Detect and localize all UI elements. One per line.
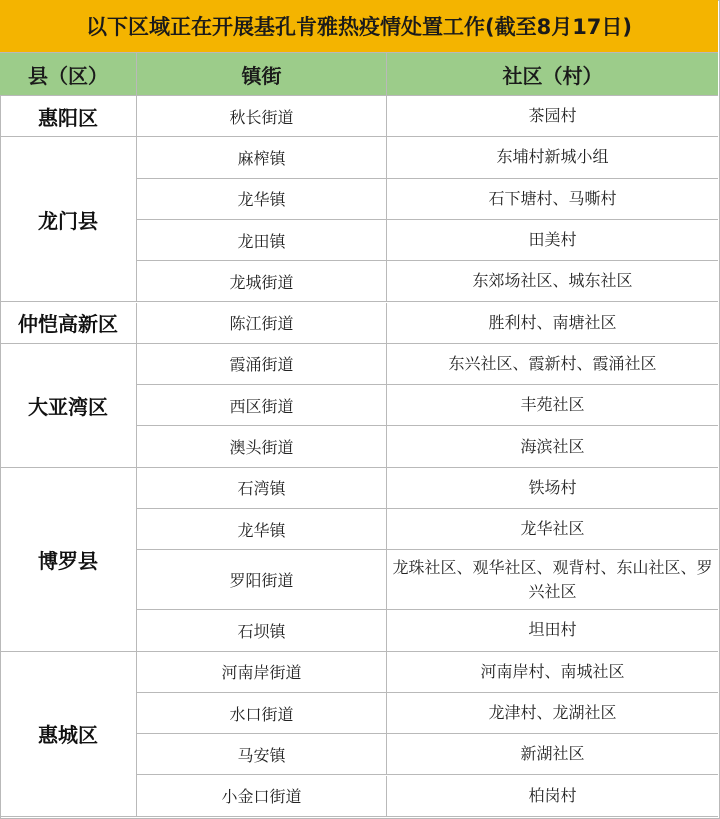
community-cell: 海滨社区 [520, 436, 585, 456]
community-cell: 田美村 [528, 230, 577, 250]
town-cell: 秋长街道 [137, 96, 387, 136]
table-row [137, 693, 718, 734]
table-row [137, 303, 718, 344]
community-cell: 龙津村、龙湖社区 [488, 703, 617, 723]
community-cell: 胜利村、南塘社区 [488, 312, 617, 332]
community-cell: 东兴社区、霞新村、霞涌社区 [448, 353, 657, 373]
table-row [137, 261, 718, 302]
town-cell: 龙城街道 [137, 261, 387, 301]
town-cell: 麻榨镇 [137, 137, 387, 177]
town-cell: 石坝镇 [137, 610, 387, 650]
table-row [137, 179, 718, 220]
town-cell: 河南岸街道 [137, 652, 387, 692]
table-row [137, 426, 718, 467]
county-cell: 惠阳区 [0, 96, 137, 137]
town-cell: 罗阳街道 [137, 550, 387, 609]
county-cell: 大亚湾区 [0, 344, 137, 468]
table-title: 以下区域正在开展基孔肯雅热疫情处置工作(截至8月17日) [0, 0, 718, 53]
header-town: 镇街 [137, 53, 387, 96]
community-cell: 龙珠社区、观华社区、观背村、东山社区、罗兴社区 [392, 557, 713, 601]
table-row [137, 96, 718, 137]
community-cell: 茶园村 [528, 106, 577, 126]
table-row [137, 509, 718, 550]
community-cell: 坦田村 [528, 620, 577, 640]
table-row [137, 652, 718, 693]
header-county: 县（区） [0, 53, 137, 96]
table-row [137, 344, 718, 385]
table-row [137, 137, 718, 178]
town-cell: 陈江街道 [137, 303, 387, 343]
community-cell: 铁场村 [528, 477, 577, 497]
town-cell: 霞涌街道 [137, 344, 387, 384]
county-cell: 龙门县 [0, 137, 137, 302]
header-community: 社区（村） [387, 53, 718, 96]
table-row [137, 385, 718, 426]
town-cell: 龙华镇 [137, 179, 387, 219]
town-cell: 西区街道 [137, 385, 387, 425]
community-cell: 石下塘村、马嘶村 [488, 188, 617, 208]
town-cell: 龙田镇 [137, 220, 387, 260]
town-cell: 小金口街道 [137, 776, 387, 816]
county-cell: 惠城区 [0, 652, 137, 817]
county-cell: 博罗县 [0, 468, 137, 652]
county-cell: 仲恺高新区 [0, 303, 137, 344]
town-cell: 澳头街道 [137, 426, 387, 466]
community-cell: 新湖社区 [520, 744, 585, 764]
table-row [137, 220, 718, 261]
table-row [137, 468, 718, 509]
community-cell: 丰苑社区 [520, 395, 585, 415]
community-cell: 东郊场社区、城东社区 [472, 271, 633, 291]
community-cell: 柏岗村 [528, 785, 577, 805]
town-cell: 石湾镇 [137, 468, 387, 508]
community-cell: 东埔村新城小组 [496, 147, 609, 167]
town-cell: 马安镇 [137, 734, 387, 774]
table-row [137, 550, 718, 610]
town-cell: 龙华镇 [137, 509, 387, 549]
community-cell: 龙华社区 [520, 519, 585, 539]
table-row [137, 734, 718, 775]
town-cell: 水口街道 [137, 693, 387, 733]
table-row [137, 610, 718, 651]
community-cell: 河南岸村、南城社区 [480, 661, 625, 681]
table-row [137, 776, 718, 817]
